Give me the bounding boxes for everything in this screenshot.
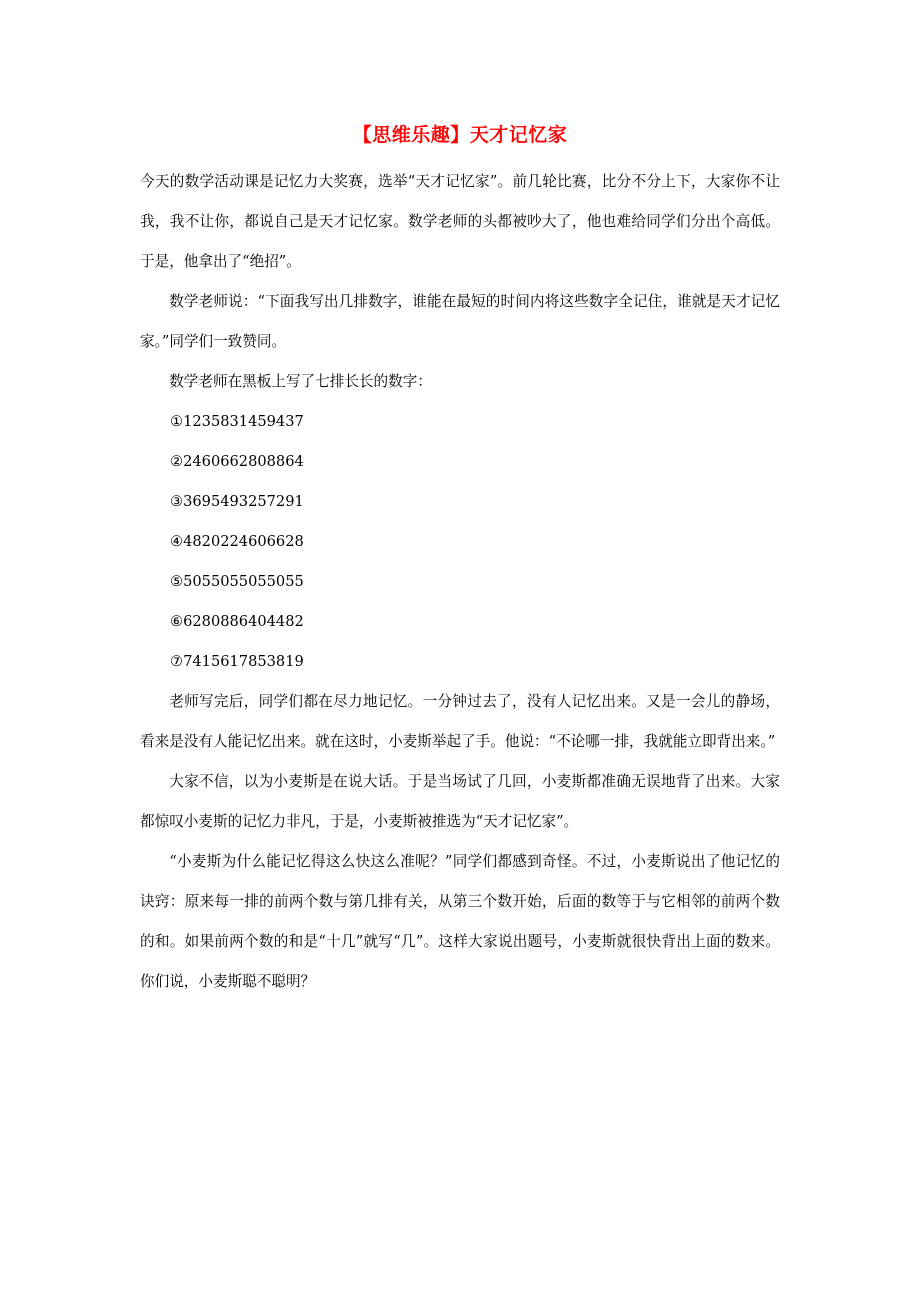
paragraph-secret: “小麦斯为什么能记忆得这么快这么准呢？”同学们都感到奇怪。不过，小麦斯说出了他记忆的诀窍：原来每一排的前两个数与第几排有关，从第三个数开始，后面的数等于与它相邻的前两个数的和。如果前两个数的和是“十几”就写“几”。这样大家说出题号，小麦斯就很快背出上面的数来。你们说，小麦斯聪不聪明？ [140,853,780,990]
number-row-2: ②2460662808864 [170,453,304,470]
number-row-1: ①1235831459437 [170,413,304,430]
paragraph-after-writing: 老师写完后，同学们都在尽力地记忆。一分钟过去了，没有人记忆出来。又是一会儿的静场，看来是没有人能记忆出来。就在这时，小麦斯举起了手。他说：“不论哪一排，我就能立即背出来。” [140,693,780,750]
number-row-7: ⑦7415617853819 [170,653,304,670]
paragraph-blackboard: 数学老师在黑板上写了七排长长的数字： [169,373,432,390]
number-row-4: ④4820224606628 [170,533,304,550]
document-page [140,118,780,1002]
paragraph-disbelief: 大家不信，以为小麦斯是在说大话。于是当场试了几回，小麦斯都准确无误地背了出来。大家都惊叹小麦斯的记忆力非凡，于是，小麦斯被推选为“天才记忆家”。 [140,773,780,830]
number-row-6: ⑥6280886404482 [170,613,304,630]
document-title: 【思维乐趣】天才记忆家 [352,124,568,146]
number-rows-list [140,402,780,682]
paragraph-intro: 今天的数学活动课是记忆力大奖赛，选举“天才记忆家”。前几轮比赛，比分不分上下，大家你不让我，我不让你，都说自己是天才记忆家。数学老师的头都被吵大了，他也难给同学们分出个高低。于是，他拿出了“绝招”。 [140,173,780,270]
number-row-5: ⑤5055055055055 [170,573,304,590]
number-row-3: ③3695493257291 [170,493,304,510]
paragraph-teacher-says: 数学老师说：“下面我写出几排数字，谁能在最短的时间内将这些数字全记住，谁就是天才记忆家。”同学们一致赞同。 [140,293,780,350]
